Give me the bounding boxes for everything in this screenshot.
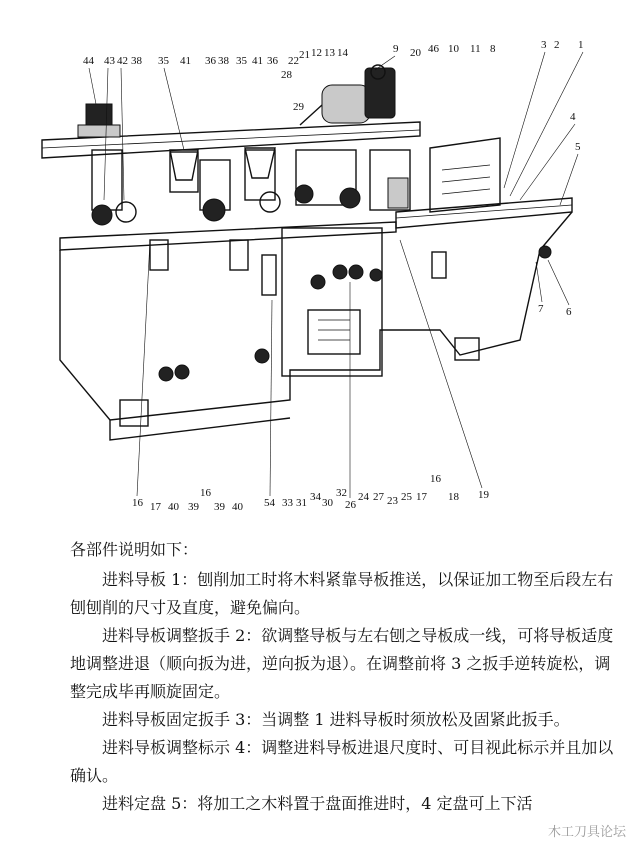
part-number-label: 26	[345, 499, 356, 511]
spindle-heads	[92, 148, 410, 225]
part-number-label: 54	[264, 497, 275, 509]
part-number-label: 3	[541, 39, 547, 51]
part-number-label: 20	[410, 47, 421, 59]
part-number-label: 39	[214, 501, 225, 513]
control-panel	[430, 138, 500, 212]
part-number-label: 41	[252, 55, 263, 67]
part-number-label: 5	[575, 141, 581, 153]
part-number-label: 16	[200, 487, 211, 499]
part-number-label: 17	[416, 491, 427, 503]
part-number-label: 35	[158, 55, 169, 67]
part-number-label: 8	[490, 43, 496, 55]
part-number-label: 18	[448, 491, 459, 503]
parts-description	[70, 536, 615, 818]
description-paragraph: 进料定盘 5：将加工之木料置于盘面推进时，4 定盘可上下活	[102, 794, 533, 813]
feed-table	[396, 198, 572, 228]
part-number-label: 14	[337, 47, 348, 59]
labels-right	[538, 303, 572, 318]
part-number-label: 42	[117, 55, 128, 67]
part-number-label: 27	[373, 491, 384, 503]
part-number-label: 36	[205, 55, 216, 67]
work-table	[60, 222, 396, 250]
part-number-label: 44	[83, 55, 94, 67]
description-paragraph: 进料导板调整扳手 2：欲调整导板与左右刨之导板成一线，可将导板适度地调整进退（顺向扳为进，逆向扳为退）。在调整前将 3 之扳手逆转旋松，调整完成毕再顺旋固定。	[70, 626, 614, 701]
description-heading: 各部件说明如下：	[70, 540, 199, 559]
part-number-label: 7	[538, 303, 544, 315]
part-number-label: 41	[180, 55, 191, 67]
labels-bottom	[132, 473, 490, 513]
part-number-label: 38	[218, 55, 229, 67]
part-number-label: 28	[281, 69, 292, 81]
part-number-label: 46	[428, 43, 439, 55]
description-paragraph: 进料导板调整标示 4：调整进料导板进退尺度时、可目视此标示并且加以确认。	[70, 738, 614, 785]
part-number-label: 16	[430, 473, 441, 485]
part-number-label: 9	[393, 43, 399, 55]
part-number-label: 10	[448, 43, 459, 55]
part-number-label: 31	[296, 497, 307, 509]
part-number-label: 43	[104, 55, 115, 67]
watermark: 木工刀具论坛	[546, 821, 628, 840]
description-paragraph: 进料导板固定扳手 3：当调整 1 进料导板时须放松及固紧此扳手。	[102, 710, 570, 729]
description-paragraph: 进料导板 1：刨削加工时将木料紧靠导板推送，以保证加工物至后段左右刨刨削的尺寸及直度，避免偏向。	[70, 570, 614, 617]
part-number-label: 16	[132, 497, 143, 509]
part-number-label: 23	[387, 495, 398, 507]
part-number-label: 1	[578, 39, 584, 51]
motor	[300, 65, 395, 125]
part-number-label: 19	[478, 489, 489, 501]
part-number-label: 40	[168, 501, 179, 513]
part-number-label: 30	[322, 497, 333, 509]
part-number-label: 35	[236, 55, 247, 67]
part-number-label: 32	[336, 487, 347, 499]
part-number-label: 25	[401, 491, 412, 503]
part-number-label: 39	[188, 501, 199, 513]
part-number-label: 33	[282, 497, 293, 509]
left-motor-cap	[78, 104, 120, 137]
part-number-label: 12	[311, 47, 322, 59]
part-number-label: 24	[358, 491, 369, 503]
part-number-label: 6	[566, 306, 572, 318]
part-number-label: 40	[232, 501, 243, 513]
part-number-label: 13	[324, 47, 335, 59]
part-number-label: 4	[570, 111, 576, 123]
part-number-label: 38	[131, 55, 142, 67]
part-number-label: 11	[470, 43, 481, 55]
part-number-label: 34	[310, 491, 321, 503]
part-number-label: 17	[150, 501, 161, 513]
part-number-label: 2	[554, 39, 560, 51]
part-number-label: 22	[288, 55, 299, 67]
part-number-label: 21	[299, 49, 310, 61]
part-number-label: 29	[293, 101, 304, 113]
part-number-label: 36	[267, 55, 278, 67]
